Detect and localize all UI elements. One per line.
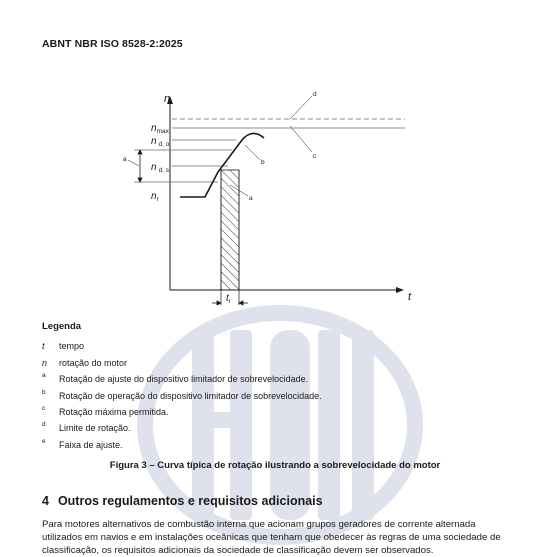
callout-leaders — [230, 96, 312, 196]
legend-text: tempo — [59, 341, 85, 351]
n-max-label: $n_{max}$ — [151, 123, 169, 135]
legend-text: Limite de rotação. — [59, 423, 131, 433]
legend-key: e — [42, 438, 46, 445]
legend-key: n — [42, 358, 48, 368]
y-axis-label: n — [164, 93, 171, 105]
legend-key: t — [42, 341, 45, 351]
legend-text: Rotação máxima permitida. — [59, 407, 169, 417]
callout-a-left: a — [123, 156, 127, 163]
callout-b: b — [261, 159, 265, 166]
section-number: 4 — [42, 494, 49, 508]
callout-c: c — [313, 153, 317, 160]
response-time-band — [221, 170, 239, 290]
section-heading — [42, 494, 323, 508]
figure-caption: Figura 3 – Curva típica de rotação ilustrando a sobrevelocidade do motor — [109, 460, 441, 471]
legend-text: Faixa de ajuste. — [59, 440, 123, 450]
legend-text: Rotação de ajuste do dispositivo limitador de sobrevelocidade. — [59, 374, 309, 384]
legend-text: Rotação de operação do dispositivo limitador de sobrevelocidade. — [59, 391, 322, 401]
legend-title: Legenda — [42, 321, 82, 332]
legend-text: rotação do motor — [59, 358, 128, 368]
n-ds-label: n $_{d, s}$ — [151, 162, 170, 174]
n-do-label: n $_{d, o}$ — [151, 136, 170, 148]
legend-key: c — [42, 405, 46, 412]
section-title: Outros regulamentos e requisitos adicionais — [57, 494, 323, 508]
legend-key: b — [42, 389, 46, 396]
abnt-watermark-logo — [130, 300, 430, 550]
body-paragraph: Para motores alternativos de combustão interna que acionam grupos geradores de corrente alternada utilizados em navios e em instalações oceânicas que tenham que obedecer às regras de uma sociedade de classificação, os requisitos adicionais da sociedade de classificação devem ser observados. — [42, 519, 501, 556]
reference-levels — [134, 119, 405, 182]
callout-d: d — [313, 91, 317, 98]
level-labels — [151, 123, 170, 203]
x-axis-arrow — [396, 287, 404, 293]
axes — [167, 96, 404, 293]
x-axis-label: t — [408, 291, 412, 303]
standard-code-header: ABNT NBR ISO 8528-2:2025 — [42, 38, 183, 50]
n-r-label: $n_r$ — [151, 191, 159, 203]
tr-label: $t_r$ — [226, 293, 231, 305]
legend-key: d — [42, 421, 46, 428]
legend-key: a — [42, 372, 46, 379]
callout-a-curve: a — [249, 195, 253, 202]
